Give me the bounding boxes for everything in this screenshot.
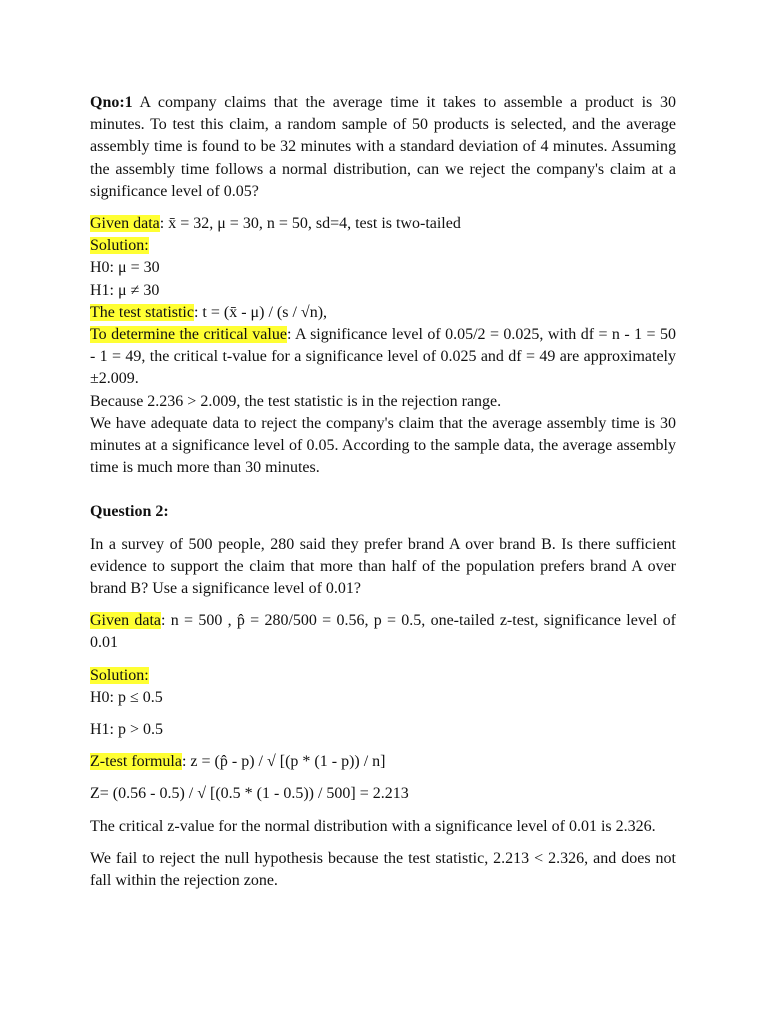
q2-h1: H1: p > 0.5 [90, 721, 164, 739]
q2-label: Question 2: [90, 503, 169, 521]
q1-test-statistic [90, 302, 676, 324]
q1-question [90, 92, 676, 203]
q1-crit-text: : A significance level of 0.05/2 = 0.025, with df = n - 1 = 50 - 1 = 49, the critical t-value for a significance level of 0.025 and df = 49 are approximately ±2.009. [90, 326, 677, 388]
q1-solution-label: Solution: [90, 237, 149, 255]
q1-given [90, 213, 676, 235]
q2-critical: The critical z-value for the normal distribution with a significance level of 0.01 is 2.326. [90, 817, 656, 835]
q1-conclusion: We have adequate data to reject the company's claim that the average assembly time is 30 minutes at a significance level of 0.05. According to the sample data, the average assembly time is much more than 30 minutes. [90, 414, 676, 477]
q2-formula [90, 751, 676, 773]
q1-crit-label: To determine the critical value [90, 326, 287, 344]
q2-given [90, 610, 676, 654]
q2-conclusion: We fail to reject the null hypothesis because the test statistic, 2.213 < 2.326, and does not fall within the rejection zone. [90, 849, 676, 890]
q2-given-label: Given data [90, 612, 162, 630]
q1-h0: H0: μ = 30 [90, 259, 160, 277]
q1-critical-value [90, 324, 676, 391]
q1-h1: H1: μ ≠ 30 [90, 281, 160, 299]
q2-h0: H0: p ≤ 0.5 [90, 688, 163, 706]
q1-question-text: A company claims that the average time it takes to assemble a product is 30 minutes. To test this claim, a random sample of 50 products is selected, and the average assembly time is found to be 32 minutes with a standard deviation of 4 minutes. Assuming the assembly time follows a normal distribution, can we reject the company's claim at a significance level of 0.05? [90, 94, 676, 200]
q2-given-text: : n = 500 , p̂ = 280/500 = 0.56, p = 0.5, one-tailed z-test, significance level of 0.01 [90, 612, 676, 652]
q1-given-text: : x̄ = 32, μ = 30, n = 50, sd=4, test is two-tailed [159, 215, 461, 233]
q2-question: In a survey of 500 people, 280 said they prefer brand A over brand B. Is there sufficient evidence to support the claim that more than half of the population prefers brand A over brand B? Use a significance level of 0.01? [90, 535, 676, 598]
q2-calculation: Z= (0.56 - 0.5) / √ [(0.5 * (1 - 0.5)) / 500] = 2.213 [90, 785, 409, 803]
document-page [90, 92, 676, 892]
q1-stat-label: The test statistic [90, 303, 194, 321]
q1-given-label: Given data [90, 215, 160, 233]
q1-stat-text: : t = (x̄ - μ) / (s / √n), [193, 303, 328, 321]
q2-solution-label: Solution: [90, 666, 149, 684]
q1-because: Because 2.236 > 2.009, the test statistic is in the rejection range. [90, 392, 502, 410]
q2-formula-text: : z = (p̂ - p) / √ [(p * (1 - p)) / n] [181, 753, 386, 771]
q1-label: Qno:1 [90, 94, 133, 111]
q2-formula-label: Z-test formula [90, 753, 182, 771]
